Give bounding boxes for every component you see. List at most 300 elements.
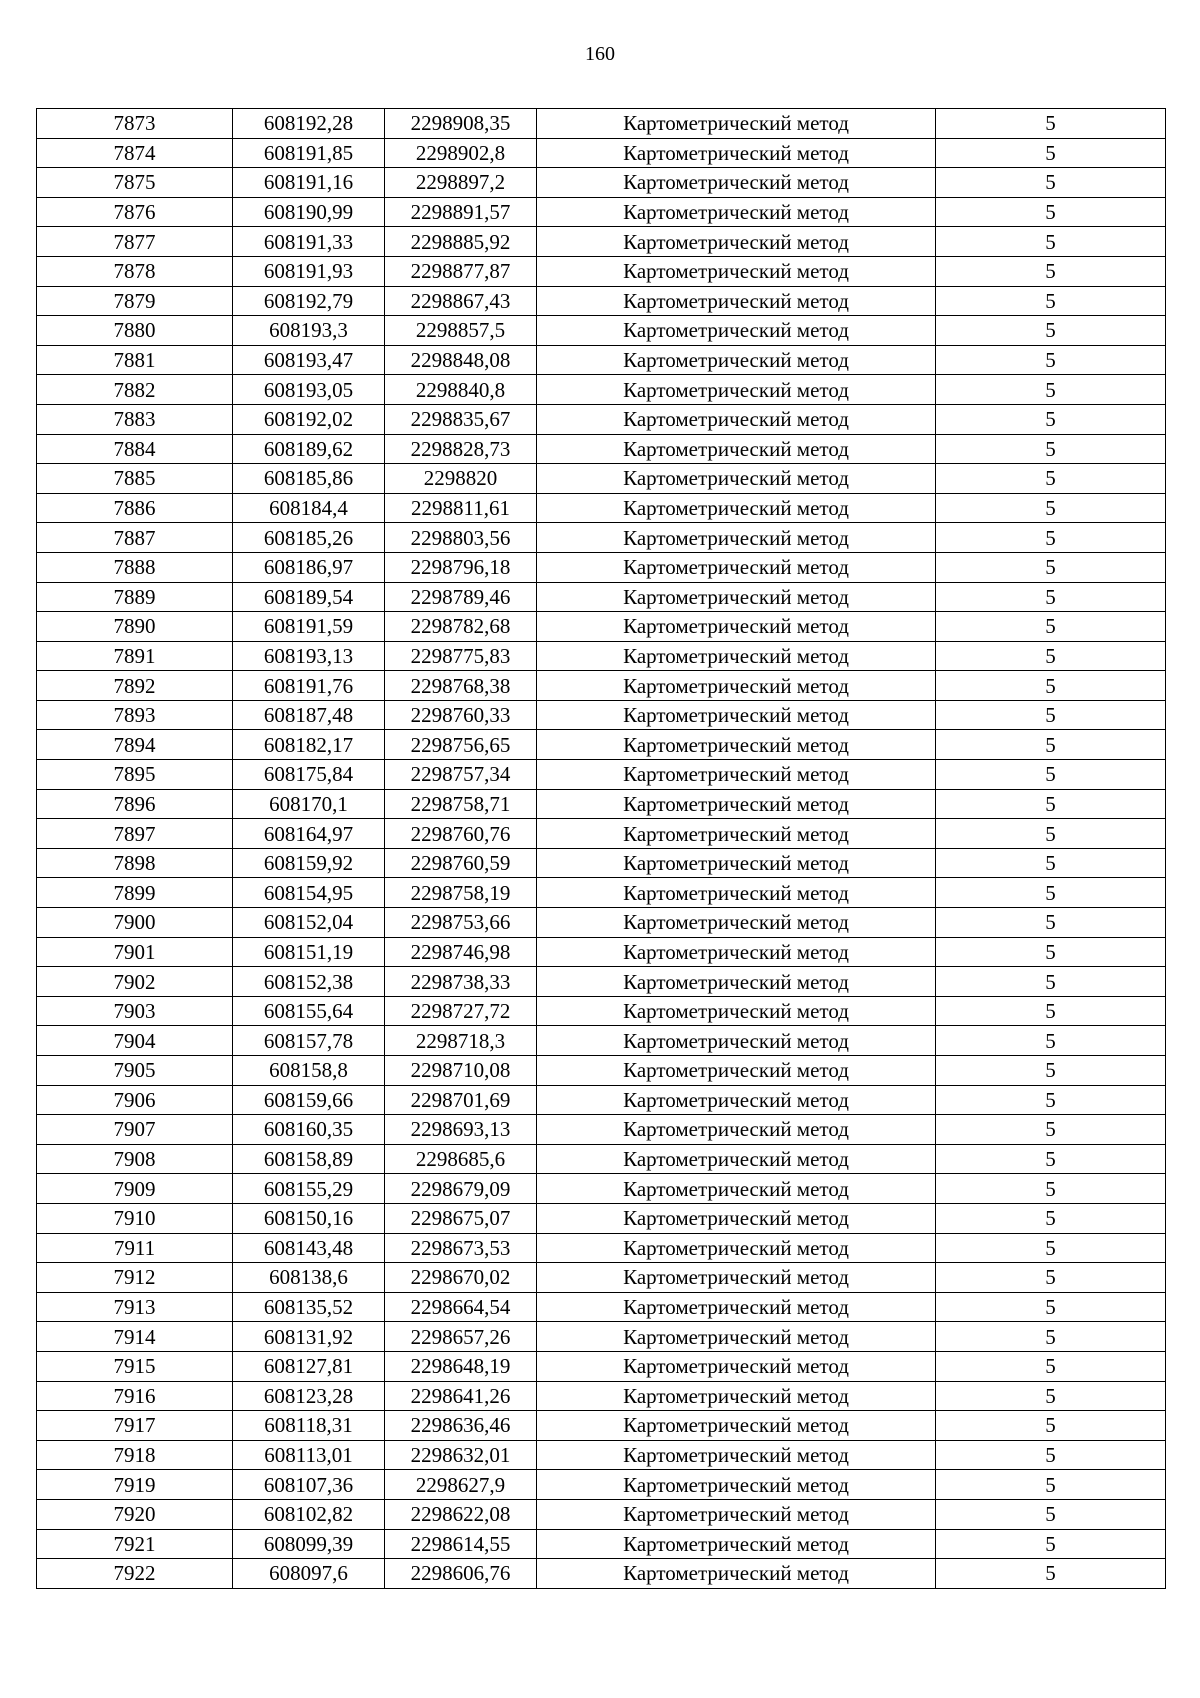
x-coordinate-cell: 608131,92 xyxy=(233,1322,385,1352)
table-row xyxy=(37,612,1166,642)
method-cell: Картометрический метод xyxy=(537,908,936,938)
accuracy-cell: 5 xyxy=(936,1381,1166,1411)
x-coordinate-cell: 608191,59 xyxy=(233,612,385,642)
method-cell: Картометрический метод xyxy=(537,700,936,730)
x-coordinate-cell: 608118,31 xyxy=(233,1411,385,1441)
method-cell: Картометрический метод xyxy=(537,1440,936,1470)
table-row xyxy=(37,582,1166,612)
accuracy-cell: 5 xyxy=(936,493,1166,523)
table-row xyxy=(37,1056,1166,1086)
y-coordinate-cell: 2298782,68 xyxy=(385,612,537,642)
table-row xyxy=(37,345,1166,375)
method-cell: Картометрический метод xyxy=(537,967,936,997)
point-number-cell: 7916 xyxy=(37,1381,233,1411)
accuracy-cell: 5 xyxy=(936,138,1166,168)
table-row xyxy=(37,1559,1166,1589)
x-coordinate-cell: 608193,3 xyxy=(233,316,385,346)
point-number-cell: 7886 xyxy=(37,493,233,523)
point-number-cell: 7904 xyxy=(37,1026,233,1056)
x-coordinate-cell: 608160,35 xyxy=(233,1115,385,1145)
point-number-cell: 7893 xyxy=(37,700,233,730)
x-coordinate-cell: 608135,52 xyxy=(233,1292,385,1322)
point-number-cell: 7875 xyxy=(37,168,233,198)
accuracy-cell: 5 xyxy=(936,730,1166,760)
accuracy-cell: 5 xyxy=(936,671,1166,701)
accuracy-cell: 5 xyxy=(936,996,1166,1026)
x-coordinate-cell: 608187,48 xyxy=(233,700,385,730)
y-coordinate-cell: 2298867,43 xyxy=(385,286,537,316)
y-coordinate-cell: 2298828,73 xyxy=(385,434,537,464)
table-row xyxy=(37,848,1166,878)
table-row xyxy=(37,1499,1166,1529)
method-cell: Картометрический метод xyxy=(537,552,936,582)
accuracy-cell: 5 xyxy=(936,1174,1166,1204)
method-cell: Картометрический метод xyxy=(537,345,936,375)
method-cell: Картометрический метод xyxy=(537,1411,936,1441)
coordinates-table xyxy=(36,108,1166,1589)
accuracy-cell: 5 xyxy=(936,1529,1166,1559)
point-number-cell: 7918 xyxy=(37,1440,233,1470)
x-coordinate-cell: 608158,89 xyxy=(233,1144,385,1174)
method-cell: Картометрический метод xyxy=(537,848,936,878)
y-coordinate-cell: 2298622,08 xyxy=(385,1499,537,1529)
method-cell: Картометрический метод xyxy=(537,789,936,819)
accuracy-cell: 5 xyxy=(936,1351,1166,1381)
method-cell: Картометрический метод xyxy=(537,1144,936,1174)
point-number-cell: 7920 xyxy=(37,1499,233,1529)
accuracy-cell: 5 xyxy=(936,375,1166,405)
point-number-cell: 7908 xyxy=(37,1144,233,1174)
y-coordinate-cell: 2298701,69 xyxy=(385,1085,537,1115)
accuracy-cell: 5 xyxy=(936,1085,1166,1115)
method-cell: Картометрический метод xyxy=(537,227,936,257)
method-cell: Картометрический метод xyxy=(537,434,936,464)
point-number-cell: 7919 xyxy=(37,1470,233,1500)
table-row xyxy=(37,1351,1166,1381)
accuracy-cell: 5 xyxy=(936,789,1166,819)
point-number-cell: 7910 xyxy=(37,1203,233,1233)
y-coordinate-cell: 2298789,46 xyxy=(385,582,537,612)
accuracy-cell: 5 xyxy=(936,256,1166,286)
accuracy-cell: 5 xyxy=(936,967,1166,997)
table-row xyxy=(37,256,1166,286)
table-row xyxy=(37,464,1166,494)
accuracy-cell: 5 xyxy=(936,1263,1166,1293)
x-coordinate-cell: 608151,19 xyxy=(233,937,385,967)
method-cell: Картометрический метод xyxy=(537,937,936,967)
point-number-cell: 7917 xyxy=(37,1411,233,1441)
y-coordinate-cell: 2298693,13 xyxy=(385,1115,537,1145)
y-coordinate-cell: 2298757,34 xyxy=(385,760,537,790)
point-number-cell: 7887 xyxy=(37,523,233,553)
x-coordinate-cell: 608102,82 xyxy=(233,1499,385,1529)
table-row xyxy=(37,700,1166,730)
method-cell: Картометрический метод xyxy=(537,641,936,671)
table-row xyxy=(37,1381,1166,1411)
accuracy-cell: 5 xyxy=(936,1440,1166,1470)
method-cell: Картометрический метод xyxy=(537,730,936,760)
method-cell: Картометрический метод xyxy=(537,1174,936,1204)
x-coordinate-cell: 608193,13 xyxy=(233,641,385,671)
point-number-cell: 7903 xyxy=(37,996,233,1026)
method-cell: Картометрический метод xyxy=(537,375,936,405)
x-coordinate-cell: 608182,17 xyxy=(233,730,385,760)
x-coordinate-cell: 608154,95 xyxy=(233,878,385,908)
table-row xyxy=(37,523,1166,553)
point-number-cell: 7894 xyxy=(37,730,233,760)
y-coordinate-cell: 2298897,2 xyxy=(385,168,537,198)
accuracy-cell: 5 xyxy=(936,345,1166,375)
point-number-cell: 7890 xyxy=(37,612,233,642)
y-coordinate-cell: 2298670,02 xyxy=(385,1263,537,1293)
point-number-cell: 7915 xyxy=(37,1351,233,1381)
method-cell: Картометрический метод xyxy=(537,1470,936,1500)
method-cell: Картометрический метод xyxy=(537,1322,936,1352)
x-coordinate-cell: 608143,48 xyxy=(233,1233,385,1263)
accuracy-cell: 5 xyxy=(936,1115,1166,1145)
y-coordinate-cell: 2298811,61 xyxy=(385,493,537,523)
point-number-cell: 7895 xyxy=(37,760,233,790)
y-coordinate-cell: 2298673,53 xyxy=(385,1233,537,1263)
method-cell: Картометрический метод xyxy=(537,1115,936,1145)
table-row xyxy=(37,1203,1166,1233)
point-number-cell: 7914 xyxy=(37,1322,233,1352)
point-number-cell: 7876 xyxy=(37,197,233,227)
accuracy-cell: 5 xyxy=(936,937,1166,967)
x-coordinate-cell: 608159,92 xyxy=(233,848,385,878)
table-row xyxy=(37,168,1166,198)
accuracy-cell: 5 xyxy=(936,197,1166,227)
y-coordinate-cell: 2298848,08 xyxy=(385,345,537,375)
accuracy-cell: 5 xyxy=(936,1559,1166,1589)
table-row xyxy=(37,967,1166,997)
y-coordinate-cell: 2298908,35 xyxy=(385,109,537,139)
point-number-cell: 7911 xyxy=(37,1233,233,1263)
table-row xyxy=(37,1440,1166,1470)
table-row xyxy=(37,819,1166,849)
x-coordinate-cell: 608164,97 xyxy=(233,819,385,849)
point-number-cell: 7879 xyxy=(37,286,233,316)
point-number-cell: 7898 xyxy=(37,848,233,878)
point-number-cell: 7882 xyxy=(37,375,233,405)
x-coordinate-cell: 608191,85 xyxy=(233,138,385,168)
method-cell: Картометрический метод xyxy=(537,197,936,227)
y-coordinate-cell: 2298753,66 xyxy=(385,908,537,938)
y-coordinate-cell: 2298891,57 xyxy=(385,197,537,227)
accuracy-cell: 5 xyxy=(936,316,1166,346)
y-coordinate-cell: 2298775,83 xyxy=(385,641,537,671)
table-row xyxy=(37,1085,1166,1115)
table-row xyxy=(37,760,1166,790)
table-row xyxy=(37,878,1166,908)
point-number-cell: 7900 xyxy=(37,908,233,938)
accuracy-cell: 5 xyxy=(936,434,1166,464)
y-coordinate-cell: 2298675,07 xyxy=(385,1203,537,1233)
y-coordinate-cell: 2298857,5 xyxy=(385,316,537,346)
point-number-cell: 7896 xyxy=(37,789,233,819)
x-coordinate-cell: 608185,26 xyxy=(233,523,385,553)
method-cell: Картометрический метод xyxy=(537,612,936,642)
table-row xyxy=(37,1174,1166,1204)
method-cell: Картометрический метод xyxy=(537,1351,936,1381)
y-coordinate-cell: 2298760,33 xyxy=(385,700,537,730)
y-coordinate-cell: 2298627,9 xyxy=(385,1470,537,1500)
y-coordinate-cell: 2298606,76 xyxy=(385,1559,537,1589)
x-coordinate-cell: 608107,36 xyxy=(233,1470,385,1500)
y-coordinate-cell: 2298648,19 xyxy=(385,1351,537,1381)
x-coordinate-cell: 608191,33 xyxy=(233,227,385,257)
method-cell: Картометрический метод xyxy=(537,1559,936,1589)
y-coordinate-cell: 2298877,87 xyxy=(385,256,537,286)
y-coordinate-cell: 2298840,8 xyxy=(385,375,537,405)
method-cell: Картометрический метод xyxy=(537,523,936,553)
point-number-cell: 7873 xyxy=(37,109,233,139)
y-coordinate-cell: 2298632,01 xyxy=(385,1440,537,1470)
accuracy-cell: 5 xyxy=(936,1233,1166,1263)
point-number-cell: 7888 xyxy=(37,552,233,582)
point-number-cell: 7891 xyxy=(37,641,233,671)
method-cell: Картометрический метод xyxy=(537,493,936,523)
y-coordinate-cell: 2298758,19 xyxy=(385,878,537,908)
x-coordinate-cell: 608191,16 xyxy=(233,168,385,198)
point-number-cell: 7889 xyxy=(37,582,233,612)
point-number-cell: 7892 xyxy=(37,671,233,701)
accuracy-cell: 5 xyxy=(936,582,1166,612)
accuracy-cell: 5 xyxy=(936,700,1166,730)
table-row xyxy=(37,1470,1166,1500)
y-coordinate-cell: 2298760,59 xyxy=(385,848,537,878)
accuracy-cell: 5 xyxy=(936,1470,1166,1500)
x-coordinate-cell: 608157,78 xyxy=(233,1026,385,1056)
x-coordinate-cell: 608185,86 xyxy=(233,464,385,494)
point-number-cell: 7922 xyxy=(37,1559,233,1589)
accuracy-cell: 5 xyxy=(936,760,1166,790)
x-coordinate-cell: 608113,01 xyxy=(233,1440,385,1470)
y-coordinate-cell: 2298657,26 xyxy=(385,1322,537,1352)
method-cell: Картометрический метод xyxy=(537,1026,936,1056)
x-coordinate-cell: 608192,28 xyxy=(233,109,385,139)
y-coordinate-cell: 2298685,6 xyxy=(385,1144,537,1174)
table-row xyxy=(37,937,1166,967)
x-coordinate-cell: 608175,84 xyxy=(233,760,385,790)
point-number-cell: 7902 xyxy=(37,967,233,997)
y-coordinate-cell: 2298636,46 xyxy=(385,1411,537,1441)
x-coordinate-cell: 608097,6 xyxy=(233,1559,385,1589)
point-number-cell: 7880 xyxy=(37,316,233,346)
y-coordinate-cell: 2298738,33 xyxy=(385,967,537,997)
page-number: 160 xyxy=(585,43,615,65)
table-row xyxy=(37,641,1166,671)
accuracy-cell: 5 xyxy=(936,1322,1166,1352)
accuracy-cell: 5 xyxy=(936,1292,1166,1322)
y-coordinate-cell: 2298614,55 xyxy=(385,1529,537,1559)
table-row xyxy=(37,316,1166,346)
y-coordinate-cell: 2298758,71 xyxy=(385,789,537,819)
accuracy-cell: 5 xyxy=(936,641,1166,671)
x-coordinate-cell: 608155,29 xyxy=(233,1174,385,1204)
method-cell: Картометрический метод xyxy=(537,1263,936,1293)
y-coordinate-cell: 2298727,72 xyxy=(385,996,537,1026)
point-number-cell: 7899 xyxy=(37,878,233,908)
method-cell: Картометрический метод xyxy=(537,464,936,494)
method-cell: Картометрический метод xyxy=(537,286,936,316)
table-row xyxy=(37,1292,1166,1322)
x-coordinate-cell: 608152,38 xyxy=(233,967,385,997)
x-coordinate-cell: 608192,79 xyxy=(233,286,385,316)
method-cell: Картометрический метод xyxy=(537,1529,936,1559)
method-cell: Картометрический метод xyxy=(537,1381,936,1411)
table-row xyxy=(37,1529,1166,1559)
point-number-cell: 7921 xyxy=(37,1529,233,1559)
y-coordinate-cell: 2298768,38 xyxy=(385,671,537,701)
x-coordinate-cell: 608189,62 xyxy=(233,434,385,464)
table-row xyxy=(37,1263,1166,1293)
method-cell: Картометрический метод xyxy=(537,671,936,701)
x-coordinate-cell: 608189,54 xyxy=(233,582,385,612)
accuracy-cell: 5 xyxy=(936,286,1166,316)
method-cell: Картометрический метод xyxy=(537,316,936,346)
x-coordinate-cell: 608193,47 xyxy=(233,345,385,375)
accuracy-cell: 5 xyxy=(936,1203,1166,1233)
y-coordinate-cell: 2298679,09 xyxy=(385,1174,537,1204)
method-cell: Картометрический метод xyxy=(537,1233,936,1263)
x-coordinate-cell: 608158,8 xyxy=(233,1056,385,1086)
y-coordinate-cell: 2298803,56 xyxy=(385,523,537,553)
point-number-cell: 7907 xyxy=(37,1115,233,1145)
y-coordinate-cell: 2298641,26 xyxy=(385,1381,537,1411)
table-row xyxy=(37,730,1166,760)
method-cell: Картометрический метод xyxy=(537,760,936,790)
table-row xyxy=(37,1233,1166,1263)
y-coordinate-cell: 2298664,54 xyxy=(385,1292,537,1322)
method-cell: Картометрический метод xyxy=(537,582,936,612)
y-coordinate-cell: 2298710,08 xyxy=(385,1056,537,1086)
y-coordinate-cell: 2298902,8 xyxy=(385,138,537,168)
coordinates-table-body xyxy=(37,109,1166,1589)
x-coordinate-cell: 608099,39 xyxy=(233,1529,385,1559)
x-coordinate-cell: 608170,1 xyxy=(233,789,385,819)
accuracy-cell: 5 xyxy=(936,109,1166,139)
table-row xyxy=(37,1322,1166,1352)
point-number-cell: 7878 xyxy=(37,256,233,286)
method-cell: Картометрический метод xyxy=(537,1056,936,1086)
method-cell: Картометрический метод xyxy=(537,1292,936,1322)
y-coordinate-cell: 2298718,3 xyxy=(385,1026,537,1056)
table-row xyxy=(37,197,1166,227)
accuracy-cell: 5 xyxy=(936,819,1166,849)
point-number-cell: 7897 xyxy=(37,819,233,849)
method-cell: Картометрический метод xyxy=(537,1499,936,1529)
table-row xyxy=(37,1144,1166,1174)
point-number-cell: 7905 xyxy=(37,1056,233,1086)
table-row xyxy=(37,1026,1166,1056)
y-coordinate-cell: 2298746,98 xyxy=(385,937,537,967)
point-number-cell: 7883 xyxy=(37,404,233,434)
y-coordinate-cell: 2298835,67 xyxy=(385,404,537,434)
point-number-cell: 7877 xyxy=(37,227,233,257)
table-row xyxy=(37,109,1166,139)
y-coordinate-cell: 2298756,65 xyxy=(385,730,537,760)
method-cell: Картометрический метод xyxy=(537,819,936,849)
method-cell: Картометрический метод xyxy=(537,996,936,1026)
x-coordinate-cell: 608191,93 xyxy=(233,256,385,286)
method-cell: Картометрический метод xyxy=(537,138,936,168)
table-row xyxy=(37,227,1166,257)
x-coordinate-cell: 608138,6 xyxy=(233,1263,385,1293)
accuracy-cell: 5 xyxy=(936,612,1166,642)
x-coordinate-cell: 608152,04 xyxy=(233,908,385,938)
table-row xyxy=(37,552,1166,582)
point-number-cell: 7901 xyxy=(37,937,233,967)
point-number-cell: 7874 xyxy=(37,138,233,168)
point-number-cell: 7881 xyxy=(37,345,233,375)
accuracy-cell: 5 xyxy=(936,1026,1166,1056)
y-coordinate-cell: 2298820 xyxy=(385,464,537,494)
accuracy-cell: 5 xyxy=(936,404,1166,434)
accuracy-cell: 5 xyxy=(936,552,1166,582)
point-number-cell: 7906 xyxy=(37,1085,233,1115)
x-coordinate-cell: 608184,4 xyxy=(233,493,385,523)
x-coordinate-cell: 608190,99 xyxy=(233,197,385,227)
x-coordinate-cell: 608150,16 xyxy=(233,1203,385,1233)
x-coordinate-cell: 608123,28 xyxy=(233,1381,385,1411)
table-row xyxy=(37,671,1166,701)
x-coordinate-cell: 608155,64 xyxy=(233,996,385,1026)
method-cell: Картометрический метод xyxy=(537,168,936,198)
accuracy-cell: 5 xyxy=(936,464,1166,494)
table-row xyxy=(37,493,1166,523)
method-cell: Картометрический метод xyxy=(537,109,936,139)
accuracy-cell: 5 xyxy=(936,523,1166,553)
table-row xyxy=(37,996,1166,1026)
accuracy-cell: 5 xyxy=(936,1056,1166,1086)
method-cell: Картометрический метод xyxy=(537,1203,936,1233)
method-cell: Картометрический метод xyxy=(537,1085,936,1115)
table-row xyxy=(37,375,1166,405)
y-coordinate-cell: 2298796,18 xyxy=(385,552,537,582)
accuracy-cell: 5 xyxy=(936,878,1166,908)
point-number-cell: 7913 xyxy=(37,1292,233,1322)
method-cell: Картометрический метод xyxy=(537,404,936,434)
y-coordinate-cell: 2298760,76 xyxy=(385,819,537,849)
table-row xyxy=(37,908,1166,938)
accuracy-cell: 5 xyxy=(936,168,1166,198)
table-row xyxy=(37,138,1166,168)
table-row xyxy=(37,1115,1166,1145)
accuracy-cell: 5 xyxy=(936,1499,1166,1529)
accuracy-cell: 5 xyxy=(936,848,1166,878)
point-number-cell: 7909 xyxy=(37,1174,233,1204)
point-number-cell: 7885 xyxy=(37,464,233,494)
method-cell: Картометрический метод xyxy=(537,256,936,286)
accuracy-cell: 5 xyxy=(936,1144,1166,1174)
accuracy-cell: 5 xyxy=(936,908,1166,938)
x-coordinate-cell: 608159,66 xyxy=(233,1085,385,1115)
y-coordinate-cell: 2298885,92 xyxy=(385,227,537,257)
point-number-cell: 7884 xyxy=(37,434,233,464)
table-row xyxy=(37,789,1166,819)
x-coordinate-cell: 608191,76 xyxy=(233,671,385,701)
accuracy-cell: 5 xyxy=(936,227,1166,257)
x-coordinate-cell: 608186,97 xyxy=(233,552,385,582)
table-row xyxy=(37,286,1166,316)
x-coordinate-cell: 608127,81 xyxy=(233,1351,385,1381)
accuracy-cell: 5 xyxy=(936,1411,1166,1441)
x-coordinate-cell: 608193,05 xyxy=(233,375,385,405)
table-row xyxy=(37,404,1166,434)
method-cell: Картометрический метод xyxy=(537,878,936,908)
table-row xyxy=(37,1411,1166,1441)
